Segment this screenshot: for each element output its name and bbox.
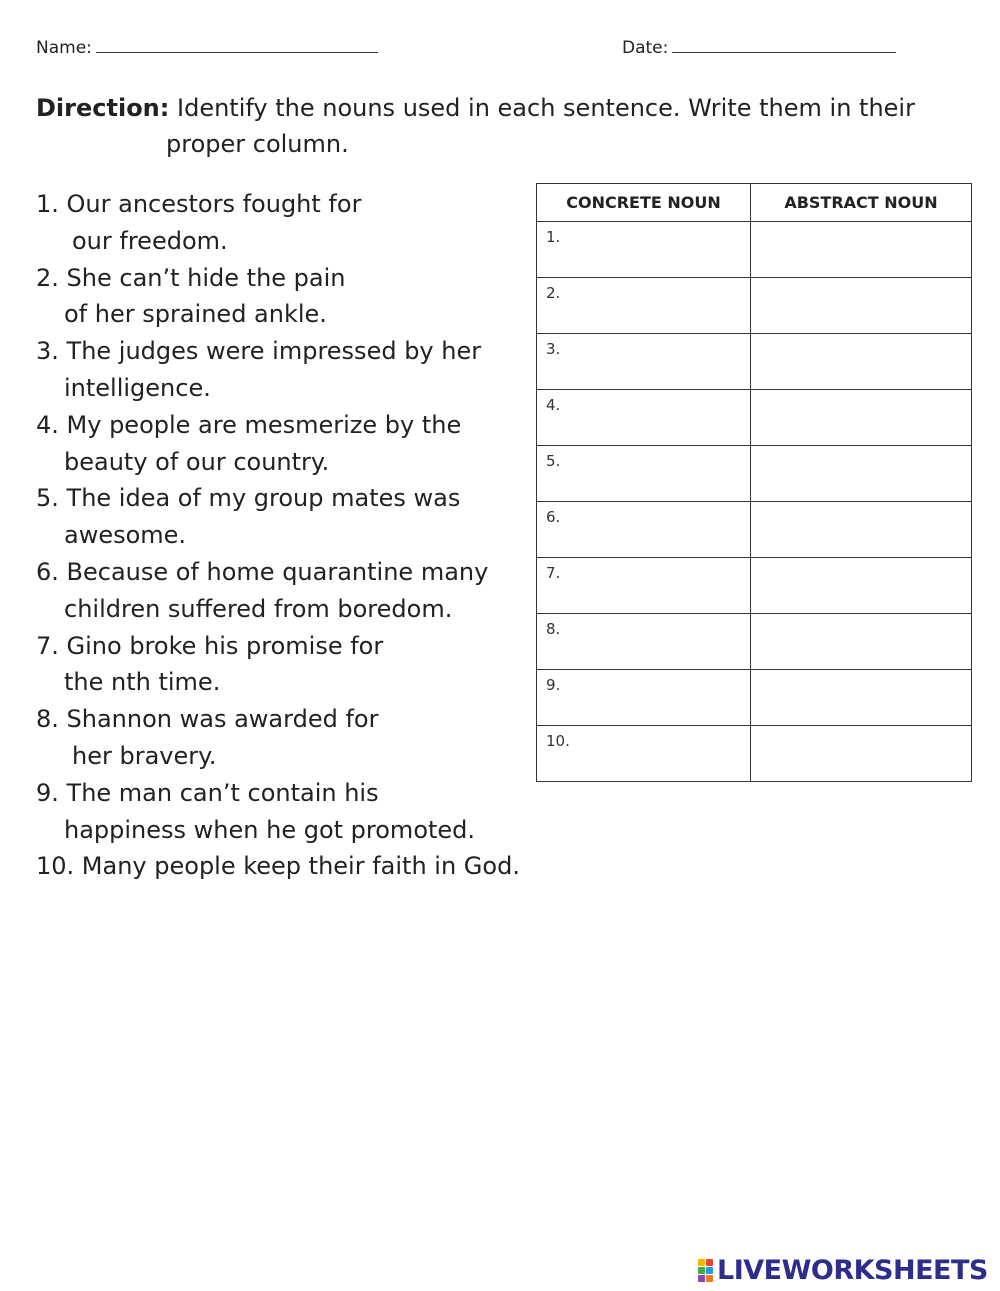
logo-block — [698, 1275, 705, 1282]
abstract-noun-cell[interactable] — [751, 558, 972, 614]
sentence-line: our freedom. — [72, 226, 228, 255]
sentence-item — [36, 775, 556, 849]
concrete-noun-cell[interactable]: 5. — [537, 446, 751, 502]
sentence-line: happiness when he got promoted. — [64, 815, 476, 844]
sentence-line: 1. Our ancestors fought for — [36, 190, 362, 218]
sentence-item — [36, 480, 556, 554]
concrete-noun-cell[interactable]: 9. — [537, 670, 751, 726]
abstract-noun-cell[interactable] — [751, 670, 972, 726]
sentence-line: 3. The judges were impressed by her — [36, 337, 482, 366]
table-row — [537, 446, 972, 502]
sentence-line: children suffered from boredom. — [64, 594, 453, 623]
table-row — [537, 502, 972, 558]
sentence-line: her bravery. — [72, 741, 217, 770]
direction-block — [36, 90, 966, 162]
direction-text-line1: Identify the nouns used in each sentence. Write them in their — [177, 94, 915, 122]
date-field — [622, 36, 896, 58]
abstract-noun-cell[interactable] — [751, 614, 972, 670]
direction-label: Direction: — [36, 94, 170, 122]
table-header-row — [537, 184, 972, 222]
sentence-item — [36, 701, 556, 775]
abstract-noun-cell[interactable] — [751, 726, 972, 782]
concrete-noun-cell[interactable]: 6. — [537, 502, 751, 558]
logo-block — [698, 1259, 705, 1266]
sentence-item — [36, 407, 556, 481]
sentence-item — [36, 260, 556, 334]
abstract-noun-cell[interactable] — [751, 222, 972, 278]
table-row — [537, 222, 972, 278]
sentence-item — [36, 628, 556, 702]
logo-block — [706, 1267, 713, 1274]
liveworksheets-logo-icon — [698, 1259, 713, 1282]
abstract-noun-header: ABSTRACT NOUN — [751, 184, 972, 222]
date-label: Date: — [622, 38, 669, 58]
concrete-noun-cell[interactable]: 1. — [537, 222, 751, 278]
sentence-item — [36, 333, 556, 407]
date-blank-line[interactable] — [672, 36, 896, 53]
sentence-line: intelligence. — [64, 373, 211, 402]
concrete-noun-cell[interactable]: 2. — [537, 278, 751, 334]
table-row — [537, 614, 972, 670]
concrete-noun-cell[interactable]: 4. — [537, 390, 751, 446]
sentence-line: beauty of our country. — [64, 447, 330, 476]
table-row — [537, 670, 972, 726]
sentence-line: 8. Shannon was awarded for — [36, 705, 379, 734]
abstract-noun-cell[interactable] — [751, 390, 972, 446]
direction-text-line2: proper column. — [166, 130, 349, 158]
noun-table — [536, 183, 972, 782]
concrete-noun-cell[interactable]: 10. — [537, 726, 751, 782]
sentence-line: 6. Because of home quarantine many — [36, 557, 489, 586]
logo-block — [706, 1259, 713, 1266]
sentence-line: 2. She can’t hide the pain — [36, 263, 346, 292]
table-row — [537, 558, 972, 614]
sentence-line: of her sprained ankle. — [64, 300, 327, 329]
name-label: Name: — [36, 38, 92, 58]
name-blank-line[interactable] — [96, 36, 378, 53]
sentence-list — [36, 186, 556, 885]
sentence-item — [36, 848, 556, 885]
table-row — [537, 334, 972, 390]
sentence-line: 10. Many people keep their faith in God. — [36, 852, 520, 881]
sentence-line: 4. My people are mesmerize by the — [36, 410, 462, 439]
sentence-line: the nth time. — [64, 668, 221, 697]
watermark-text: LIVEWORKSHEETS — [717, 1254, 988, 1286]
sentence-line: 9. The man can’t contain his — [36, 778, 379, 807]
abstract-noun-cell[interactable] — [751, 446, 972, 502]
logo-block — [698, 1267, 705, 1274]
sentence-item — [36, 186, 556, 260]
abstract-noun-cell[interactable] — [751, 278, 972, 334]
table-row — [537, 390, 972, 446]
table-row — [537, 278, 972, 334]
concrete-noun-header: CONCRETE NOUN — [537, 184, 751, 222]
table-row — [537, 726, 972, 782]
abstract-noun-cell[interactable] — [751, 502, 972, 558]
liveworksheets-watermark — [698, 1254, 988, 1286]
concrete-noun-cell[interactable]: 7. — [537, 558, 751, 614]
sentence-item — [36, 554, 556, 628]
sentence-line: 7. Gino broke his promise for — [36, 631, 384, 660]
sentence-line: awesome. — [64, 521, 187, 550]
logo-block — [706, 1275, 713, 1282]
concrete-noun-cell[interactable]: 8. — [537, 614, 751, 670]
sentence-line: 5. The idea of my group mates was — [36, 484, 461, 513]
abstract-noun-cell[interactable] — [751, 334, 972, 390]
concrete-noun-cell[interactable]: 3. — [537, 334, 751, 390]
name-field — [36, 36, 378, 58]
